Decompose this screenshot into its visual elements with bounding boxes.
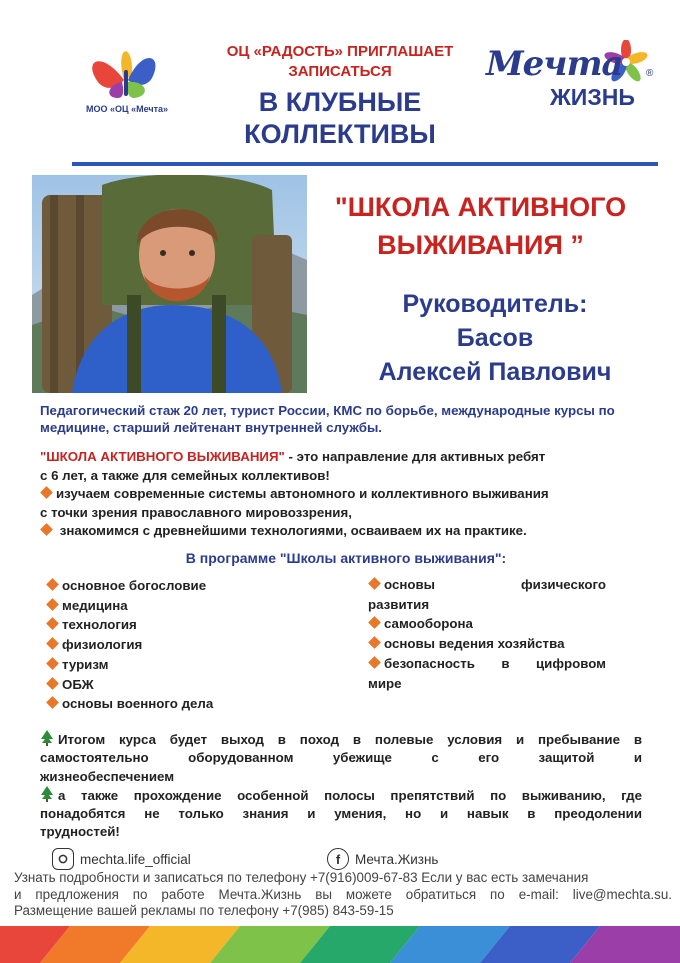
org-logo-left: [72, 40, 182, 120]
list-item: основы военного дела: [46, 694, 346, 714]
rainbow-stripes-decoration: [0, 926, 680, 963]
list-item: развития: [368, 596, 430, 612]
brand-name-top: Мечта: [486, 44, 623, 84]
invite-line-2: ЗАПИСАТЬСЯ: [288, 63, 392, 80]
club-title-line-1: "ШКОЛА АКТИВНОГО: [334, 192, 627, 222]
list-item: физиология: [46, 635, 346, 655]
diamond-bullet-icon: [46, 677, 59, 690]
club-title: [308, 188, 653, 264]
point-1b: с точки зрения православного мировоззрения,: [40, 504, 352, 520]
facebook-page: Мечта.Жизнь: [355, 851, 439, 867]
diamond-bullet-icon: [368, 617, 381, 630]
diamond-bullet-icon: [46, 618, 59, 631]
diamond-bullet-icon: [46, 696, 59, 709]
instagram-link[interactable]: [52, 848, 191, 870]
header-title-line-2: КОЛЛЕКТИВЫ: [244, 119, 436, 149]
program-list-left: [46, 576, 346, 714]
leader-portrait-illustration: [32, 175, 307, 393]
list-item: медицина: [46, 596, 346, 616]
tree-icon: [40, 786, 54, 802]
rainbow-footer: [0, 926, 680, 963]
facebook-link[interactable]: [327, 848, 438, 870]
contact-line-1: Узнать подробности и записаться по телефону +7(916)009-67-83 Если у вас есть замечания: [14, 870, 589, 885]
leader-bio: Педагогический стаж 20 лет, турист России, КМС по борьбе, международные курсы по медицине, старший лейтенант внутренней службы.: [40, 403, 615, 435]
brand-name-bottom: ЖИЗНЬ: [550, 84, 635, 110]
list-item: туризм: [46, 655, 346, 675]
diamond-bullet-icon: [46, 637, 59, 650]
diamond-bullet-icon: [40, 486, 53, 499]
diamond-bullet-icon: [368, 636, 381, 649]
invite-text: [190, 42, 490, 82]
point-2: знакомимся с древнейшими технологиями, осваиваем их на практике.: [59, 523, 527, 538]
list-item: ОБЖ: [46, 675, 346, 695]
contact-info: [14, 870, 672, 920]
contact-line-3: Размещение вашей рекламы по телефону +7(985) 843-59-15: [14, 903, 394, 918]
diamond-bullet-icon: [46, 578, 59, 591]
course-results: Итогом курса будет выход в поход в полевые условия и пребывание в самостоятельно оборудованном убежище с его защитой и жизнеобеспечением а также прохождение особенной полосы препятствий по выживанию, где понадобятся не только знания и умения, но и навык в преодолении трудностей!: [40, 732, 642, 840]
header-title-line-1: В КЛУБНЫЕ: [258, 87, 422, 117]
list-item: основы ведения хозяйства: [368, 634, 606, 654]
list-item: самооборона: [368, 614, 606, 634]
program-list-right: [368, 575, 606, 693]
list-item: технология: [46, 615, 346, 635]
brand-logo: [484, 40, 664, 112]
list-item: мире: [368, 675, 402, 691]
leader-surname: Басов: [456, 324, 534, 352]
contact-line-2: и предложения по работе Мечта.Жизнь вы можете обратиться по e-mail: live@mechta.su.: [14, 886, 672, 902]
brand-registered-mark: ®: [646, 68, 654, 79]
instagram-handle: mechta.life_official: [80, 851, 191, 867]
org-name-left: МОО «ОЦ «Мечта»: [85, 104, 168, 114]
diamond-bullet-icon: [46, 657, 59, 670]
instagram-icon: [52, 848, 74, 870]
header-title: [190, 86, 490, 150]
intro-highlight: "ШКОЛА АКТИВНОГО ВЫЖИВАНИЯ": [40, 449, 285, 464]
diamond-bullet-icon: [40, 523, 53, 536]
leader-name: Алексей Павлович: [378, 358, 612, 386]
diamond-bullet-icon: [368, 577, 381, 590]
program-title: В программе "Школы активного выживания":: [185, 550, 507, 566]
club-title-line-2: ВЫЖИВАНИЯ ”: [377, 230, 584, 260]
intro-text-1: - это направление для активных ребят: [284, 449, 546, 464]
diamond-bullet-icon: [46, 598, 59, 611]
point-1a: изучаем современные системы автономного и коллективного выживания: [56, 486, 549, 501]
diamond-bullet-icon: [368, 656, 381, 669]
header-divider: [72, 162, 658, 166]
list-item: основы физического: [368, 575, 606, 595]
social-links: [52, 848, 652, 872]
list-item: безопасность в цифровом: [368, 654, 606, 674]
butterfly-logo-icon: [72, 40, 182, 104]
leader-photo: [32, 175, 307, 393]
invite-line-1: ОЦ «РАДОСТЬ» ПРИГЛАШАЕТ: [226, 43, 454, 60]
list-item: основное богословие: [46, 576, 346, 596]
club-description: [40, 448, 652, 541]
leader-label: Руководитель:: [402, 290, 588, 318]
tree-icon: [40, 730, 54, 746]
intro-text-2: с 6 лет, а также для семейных коллективов!: [40, 467, 330, 483]
facebook-icon: f: [327, 848, 349, 870]
leader-block: [330, 287, 660, 389]
